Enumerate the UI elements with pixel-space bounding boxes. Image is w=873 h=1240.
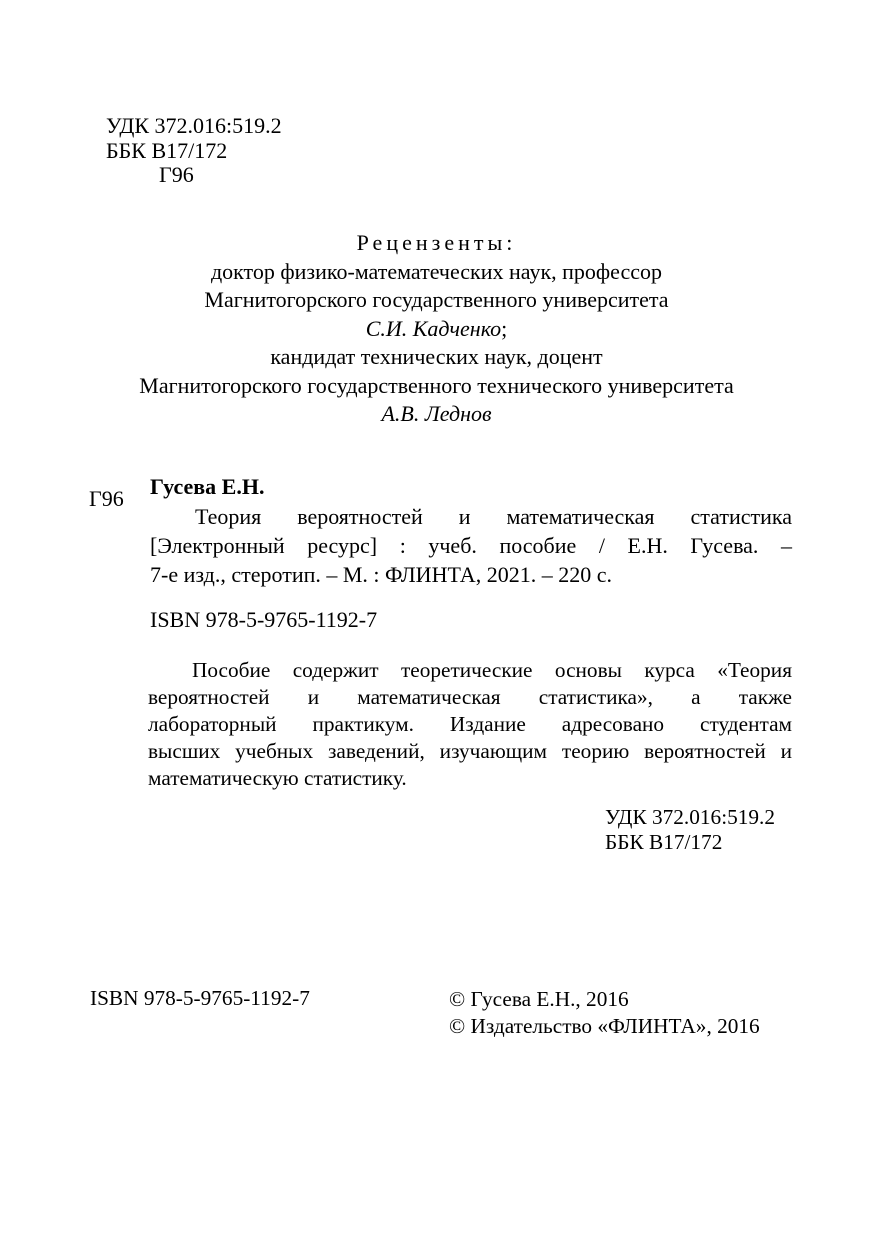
- biblio-line: Теория вероятностей и математическая статистика: [195, 504, 792, 529]
- reviewer-2-affiliation: Магнитогорского государственного технического университета: [139, 372, 734, 398]
- reviewer-1-name-line: [0, 315, 873, 344]
- annotation-line: математическую статистику.: [148, 766, 407, 790]
- reviewers-heading: Рецензенты:: [356, 230, 517, 255]
- bbk-code-right: ББК В17/172: [605, 830, 723, 854]
- reviewer-1-affiliation: Магнитогорского государственного университета: [204, 287, 669, 312]
- record-author: Гусева Е.Н.: [150, 474, 265, 499]
- bibliographic-description: [150, 502, 792, 589]
- udk-code: УДК 372.016:519.2: [106, 113, 282, 138]
- biblio-line: [Электронный ресурс] : учеб. пособие / Е.Н. Гусева. –: [150, 533, 792, 558]
- record-author-mark: Г96: [89, 486, 124, 511]
- biblio-line: 7-е изд., стеротип. – М. : ФЛИНТА, 2021. – 220 с.: [150, 562, 612, 587]
- reviewer-2-name: А.В. Леднов: [381, 401, 492, 426]
- record-isbn: ISBN 978-5-9765-1192-7: [150, 607, 378, 632]
- copyright-author: © Гусева Е.Н., 2016: [449, 987, 629, 1011]
- bbk-code: ББК В17/172: [106, 138, 228, 163]
- reviewers-block: [0, 229, 873, 429]
- reviewer-1-name: С.И. Кадченко: [365, 315, 502, 341]
- reviewer-2-title: кандидат технических наук, доцент: [270, 344, 603, 369]
- author-mark: Г96: [159, 162, 194, 187]
- udk-code-right: УДК 372.016:519.2: [605, 805, 776, 829]
- reviewer-1-title: доктор физико-математеческих наук, профессор: [210, 258, 663, 284]
- annotation-line: лабораторный практикум. Издание адресовано студентам: [148, 712, 792, 736]
- footer-isbn: ISBN 978-5-9765-1192-7: [90, 986, 310, 1010]
- reviewer-1-separator: ;: [501, 315, 508, 341]
- copyright-publisher: © Издательство «ФЛИНТА», 2016: [449, 1014, 760, 1038]
- annotation: [148, 657, 792, 792]
- annotation-line: высших учебных заведений, изучающим теорию вероятностей и: [148, 739, 792, 763]
- annotation-line: вероятностей и математическая статистика», а также: [148, 685, 792, 709]
- annotation-line: Пособие содержит теоретические основы курса «Теория: [192, 658, 792, 682]
